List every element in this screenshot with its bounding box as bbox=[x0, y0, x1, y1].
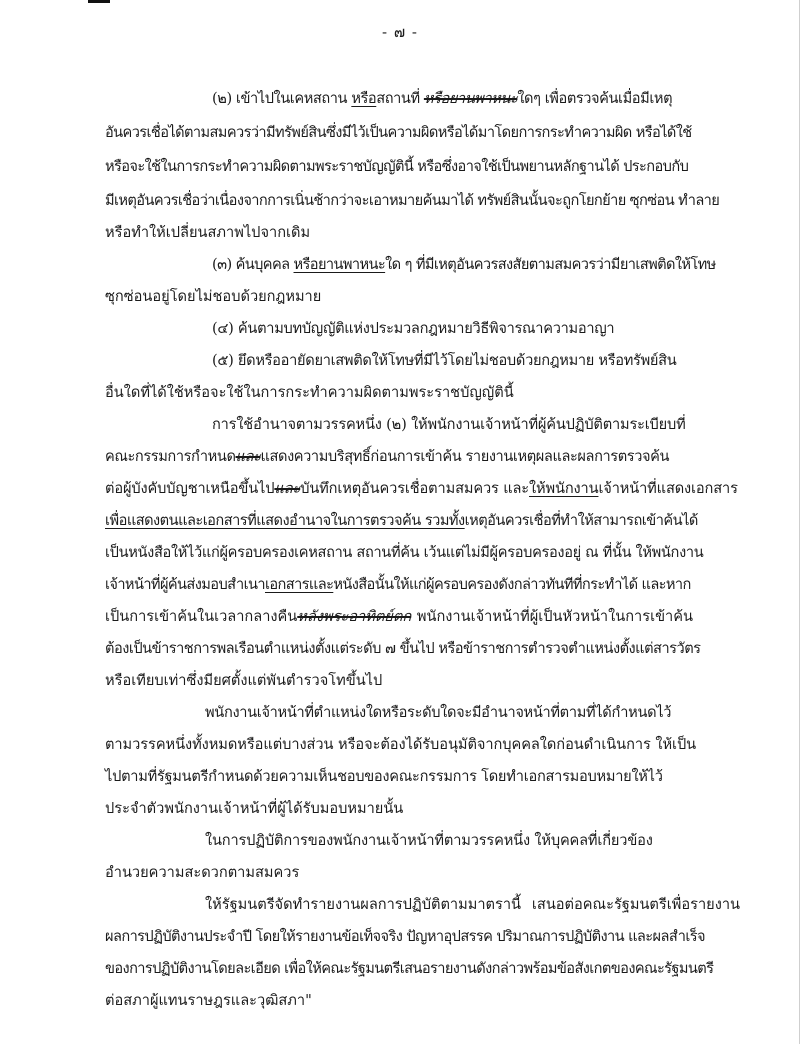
text-run: เป็นหนังสือให้ไว้แก่ผู้ครอบครองเคหสถาน สถานที่ค้น เว้นแต่ไม่มีผู้ครอบครองอยู่ ณ ที่นั้น ให้พนักงาน bbox=[105, 544, 704, 561]
text-run: คณะกรรมการกำหนด bbox=[105, 448, 236, 465]
text-run: เป็นการเข้าค้นในเวลากลางคืน bbox=[105, 608, 298, 625]
text-run: ซุกซ่อนอยู่โดยไม่ชอบด้วยกฎหมาย bbox=[105, 288, 322, 305]
text-line bbox=[212, 350, 676, 372]
text-run: (๓) ค้นบุคคล bbox=[212, 256, 294, 273]
text-run: เหตุอันควรเชื่อที่ทำให้สามารถเข้าค้นได้ bbox=[464, 512, 698, 529]
text-line bbox=[105, 734, 696, 756]
page-number: - ๗ - bbox=[382, 23, 418, 41]
text-line bbox=[205, 702, 671, 724]
underlined-text: หรือ bbox=[351, 90, 377, 107]
text-run: พนักงานเจ้าหน้าที่ผู้เป็นหัวหน้าในการเข้าค้น bbox=[411, 608, 693, 625]
struck-text: หรือยานพาหนะ bbox=[423, 90, 518, 107]
text-run: แสดงความบริสุทธิ์ก่อนการเข้าค้น รายงานเหตุผลและผลการตรวจค้น bbox=[260, 448, 670, 465]
struck-text: และ bbox=[274, 480, 301, 497]
text-run: หรือเทียบเท่าซึ่งมียศตั้งแต่พันตำรวจโทขึ้นไป bbox=[105, 672, 383, 689]
text-run: ต่อสภาผู้แทนราษฎรและวุฒิสภา" bbox=[105, 992, 312, 1009]
text-line bbox=[105, 382, 514, 404]
text-line bbox=[105, 670, 382, 692]
text-run: ประจำตัวพนักงานเจ้าหน้าที่ผู้ได้รับมอบหมายนั้น bbox=[105, 800, 404, 817]
text-line bbox=[212, 414, 686, 436]
text-line bbox=[105, 156, 688, 178]
text-run: การใช้อำนาจตามวรรคหนึ่ง (๒) ให้พนักงานเจ้าหน้าที่ผู้ค้นปฏิบัติตามระเบียบที่ bbox=[212, 416, 686, 433]
text-line bbox=[205, 830, 653, 852]
text-run: (๔) ค้นตามบทบัญญัติแห่งประมวลกฎหมายวิธีพิจารณาความอาญา bbox=[212, 320, 615, 337]
text-line bbox=[105, 510, 698, 532]
text-run: บันทึกเหตุอันควรเชื่อตามสมควร และ bbox=[300, 480, 530, 497]
struck-text: หลังพระอาทิตย์ตก bbox=[297, 608, 412, 625]
text-run: ในการปฏิบัติการของพนักงานเจ้าหน้าที่ตามวรรคหนึ่ง ให้บุคคลที่เกี่ยวข้อง bbox=[205, 832, 653, 849]
text-run: มีเหตุอันควรเชื่อว่าเนื่องจากการเนิ่นช้ากว่าจะเอาหมายค้นมาได้ ทรัพย์สินนั้นจะถูกโยกย้าย ซุกซ่อน ทำลาย bbox=[105, 192, 720, 209]
text-run: พนักงานเจ้าหน้าที่ตำแหน่งใดหรือระดับใดจะมีอำนาจหน้าที่ตามที่ได้กำหนดไว้ bbox=[205, 704, 672, 721]
text-run: เจ้าหน้าที่แสดงเอกสาร bbox=[598, 480, 738, 497]
struck-text: และ bbox=[235, 448, 261, 465]
text-run: ผลการปฏิบัติงานประจำปี โดยให้รายงานข้อเท็จจริง ปัญหาอุปสรรค ปริมาณการปฏิบัติงาน และผลสำเร็จ bbox=[105, 928, 705, 945]
scan-corner-mark bbox=[88, 0, 110, 3]
text-run: เจ้าหน้าที่ผู้ค้นส่งมอบสำเนา bbox=[105, 576, 265, 593]
text-line bbox=[105, 926, 705, 948]
text-run: ไปตามที่รัฐมนตรีกำหนดด้วยความเห็นชอบของคณะกรรมการ โดยทำเอกสารมอบหมายให้ไว้ bbox=[105, 768, 663, 785]
underlined-text: ให้พนักงาน bbox=[529, 480, 599, 497]
text-run: ต้องเป็นข้าราชการพลเรือนตำแหน่งตั้งแต่ระดับ ๗ ขึ้นไป หรือข้าราชการตำรวจตำแหน่งตั้งแต่สารวัตร bbox=[105, 640, 701, 657]
text-line bbox=[105, 798, 403, 820]
text-run: หนังสือนั้นให้แก่ผู้ครอบครองดังกล่าวทันทีที่กระทำได้ และหาก bbox=[333, 576, 691, 593]
text-line bbox=[212, 254, 716, 276]
text-run: อันควรเชื่อได้ตามสมควรว่ามีทรัพย์สินซึ่งมีไว้เป็นความผิดหรือได้มาโดยการกระทำความผิด หรือได้ใช้ bbox=[105, 124, 692, 141]
text-run: ใด ๆ ที่มีเหตุอันควรสงสัยตามสมควรว่ามียาเสพติดให้โทษ bbox=[385, 256, 716, 273]
text-line bbox=[105, 766, 663, 788]
text-run: อื่นใดที่ได้ใช้หรือจะใช้ในการกระทำความผิดตามพระราชบัญญัตินี้ bbox=[105, 384, 514, 401]
underlined-text: หรือยานพาหนะ bbox=[293, 256, 386, 273]
text-line bbox=[105, 286, 321, 308]
text-line bbox=[105, 122, 692, 144]
text-run: หรือทำให้เปลี่ยนสภาพไปจากเดิม bbox=[105, 224, 311, 241]
text-run: อำนวยความสะดวกตามสมควร bbox=[105, 864, 300, 881]
text-run: ให้รัฐมนตรีจัดทำรายงานผลการปฏิบัติตามมาตรานี้ เสนอต่อคณะรัฐมนตรีเพื่อรายงาน bbox=[205, 896, 740, 913]
text-run: (๒) เข้าไปในเคหสถาน bbox=[212, 90, 352, 107]
text-run: ตามวรรคหนึ่งทั้งหมดหรือแต่บางส่วน หรือจะต้องได้รับอนุมัติจากบุคคลใดก่อนดำเนินการ ให้เป็น bbox=[105, 736, 697, 753]
text-run: ของการปฏิบัติงานโดยละเอียด เพื่อให้คณะรัฐมนตรีเสนอรายงานดังกล่าวพร้อมข้อสังเกตของคณะรัฐมนตรี bbox=[105, 960, 714, 977]
text-line bbox=[105, 990, 312, 1012]
text-line bbox=[105, 542, 703, 564]
text-line bbox=[105, 222, 310, 244]
text-run: สถานที่ bbox=[376, 90, 424, 107]
text-line bbox=[105, 574, 691, 596]
text-run: ใดๆ เพื่อตรวจค้นเมื่อมีเหตุ bbox=[517, 90, 673, 107]
text-run: (๕) ยึดหรืออายัดยาเสพติดให้โทษที่มีไว้โดยไม่ชอบด้วยกฎหมาย หรือทรัพย์สิน bbox=[212, 352, 677, 369]
text-line bbox=[105, 606, 693, 628]
underlined-text: เอกสารและ bbox=[264, 576, 334, 593]
text-line bbox=[105, 478, 738, 500]
underlined-text: เพื่อแสดงตนและเอกสารที่แสดงอำนาจในการตรวจค้น รวมทั้ง bbox=[105, 512, 465, 529]
text-line bbox=[105, 958, 713, 980]
text-line bbox=[105, 862, 299, 884]
text-line bbox=[105, 446, 669, 468]
text-line bbox=[212, 318, 614, 340]
text-line bbox=[105, 190, 719, 212]
text-run: ต่อผู้บังคับบัญชาเหนือขึ้นไป bbox=[105, 480, 275, 497]
text-line bbox=[105, 638, 701, 660]
text-line bbox=[205, 894, 740, 916]
text-run: หรือจะใช้ในการกระทำความผิดตามพระราชบัญญัตินี้ หรือซึ่งอาจใช้เป็นพยานหลักฐานได้ ประกอบกับ bbox=[105, 158, 689, 175]
text-line bbox=[212, 88, 672, 110]
